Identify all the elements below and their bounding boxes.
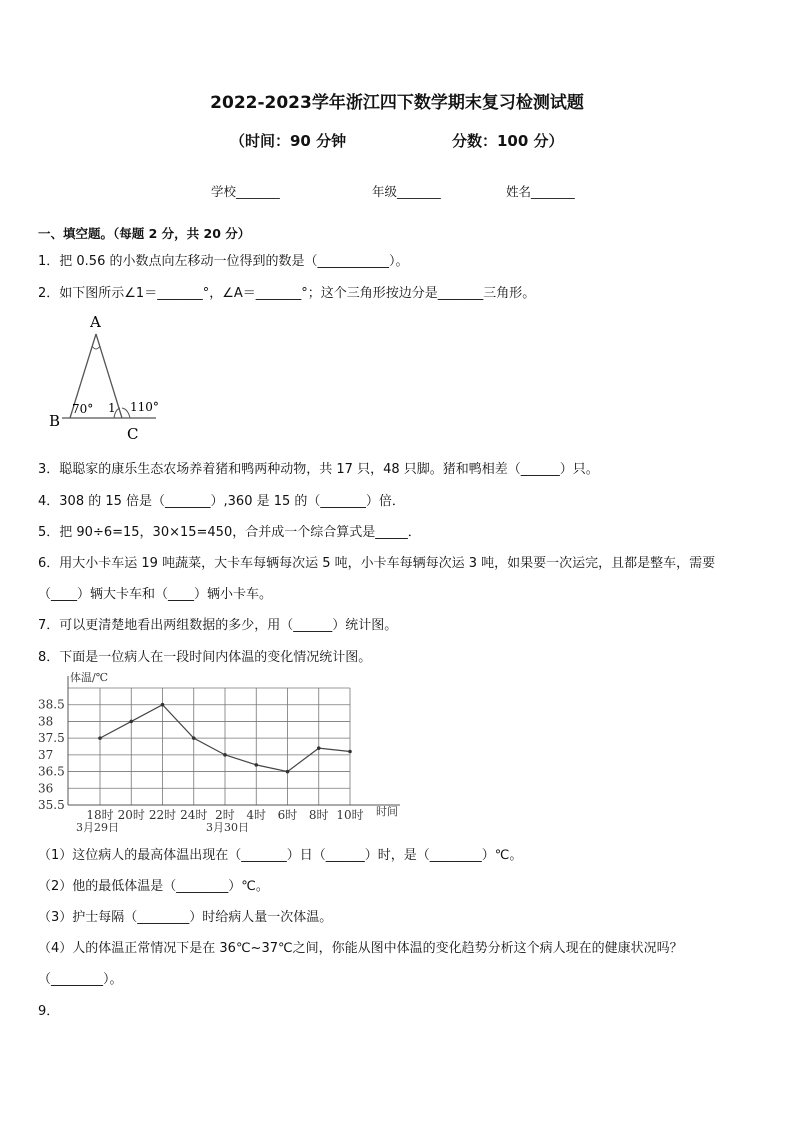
vertex-c-label: C: [127, 425, 139, 443]
school-field[interactable]: 学校_______: [211, 184, 280, 199]
question-6-cont: （____）辆大卡车和（____）辆小卡车。: [38, 587, 273, 602]
chart-x-ticks: [86, 807, 363, 822]
y-tick-label: 38.5: [38, 697, 65, 712]
data-point: [192, 736, 196, 740]
y-tick-label: 38: [38, 714, 54, 729]
x-tick-label: 4时: [246, 808, 267, 822]
temperature-chart: [30, 668, 420, 838]
x-tick-label: 2时: [215, 808, 235, 822]
question-8-2: （2）他的最低体温是（________）℃。: [38, 879, 269, 894]
question-8-1: （1）这位病人的最高体温出现在（_______）日（______）时，是（________）℃。: [38, 848, 523, 863]
chart-grid: [68, 676, 400, 805]
y-tick-label: 37: [38, 747, 54, 762]
question-4: 4．308 的 15 倍是（_______）,360 是 15 的（_______）倍．: [38, 494, 405, 509]
chart-y-ticks: [38, 698, 65, 812]
question-3: 3．聪聪家的康乐生态农场养着猪和鸭两种动物，共 17 只，48 只脚。猪和鸭相差（______）只。: [38, 462, 599, 477]
data-point: [98, 736, 102, 740]
x-tick-label: 6时: [277, 808, 298, 822]
vertex-b-label: B: [49, 412, 61, 430]
question-8-4: （4）人的体温正常情况下是在 36℃~37℃之间，你能从图中体温的变化趋势分析这个病人现在的健康状况吗？: [38, 941, 683, 956]
question-8-4-cont: （________）。: [38, 972, 123, 987]
question-6: 6．用大小卡车运 19 吨蔬菜，大卡车每辆每次运 5 吨，小卡车每辆每次运 3 吨，如果要一次运完，且都是整车，需要: [38, 556, 716, 571]
date-label-1: 3月29日: [76, 821, 119, 834]
question-8-3: （3）护士每隔（________）时给病人量一次体温。: [38, 910, 333, 925]
angle-a-arc: [92, 346, 100, 349]
vertex-a-label: A: [90, 313, 101, 331]
data-point: [129, 720, 133, 724]
name-field[interactable]: 姓名_______: [506, 184, 575, 199]
question-8: 8．下面是一位病人在一段时间内体温的变化情况统计图。: [38, 650, 372, 665]
data-point: [223, 753, 227, 757]
paper-title: 2022-2023学年浙江四下数学期末复习检测试题: [210, 93, 584, 113]
data-point: [254, 763, 258, 767]
y-tick-label: 36.5: [38, 764, 65, 779]
section-heading: 一、填空题。（每题 2 分，共 20 分）: [38, 226, 251, 241]
data-point: [348, 750, 352, 754]
data-point: [161, 703, 165, 707]
question-9: 9．: [38, 1004, 60, 1019]
y-axis-label: 体温/℃: [70, 671, 109, 684]
x-axis-label: 时间: [376, 805, 398, 818]
time-label: （时间：90 分钟: [230, 132, 347, 150]
date-label-2: 3月30日: [206, 821, 249, 834]
question-1: 1．把 0.56 的小数点向左移动一位得到的数是（___________）。: [38, 254, 409, 269]
grade-field[interactable]: 年级_______: [372, 184, 441, 199]
angle-1-label: 1: [108, 401, 116, 415]
y-tick-label: 37.5: [38, 731, 65, 746]
x-tick-label: 20时: [117, 808, 145, 822]
x-tick-label: 10时: [336, 808, 364, 822]
triangle-figure: [44, 308, 174, 448]
angle-ext-arc: [122, 408, 130, 418]
question-2: 2．如下图所示∠1＝_______°，∠A＝_______°；这个三角形按边分是_______三角形。: [38, 286, 536, 301]
angle-b-label: 70°: [72, 402, 94, 416]
data-point: [286, 770, 290, 774]
data-point: [317, 746, 321, 750]
question-5: 5．把 90÷6=15，30×15=450，合并成一个综合算式是_____．: [38, 525, 421, 540]
x-tick-label: 24时: [180, 808, 208, 822]
y-tick-label: 36: [38, 781, 54, 796]
x-tick-label: 8时: [308, 808, 329, 822]
score-label: 分数：100 分）: [452, 132, 564, 150]
question-7: 7．可以更清楚地看出两组数据的多少，用（______）统计图。: [38, 618, 398, 633]
angle-ext-label: 110°: [130, 400, 159, 414]
x-tick-label: 22时: [148, 808, 177, 822]
y-tick-label: 35.5: [38, 798, 65, 812]
x-tick-label: 18时: [86, 808, 114, 822]
